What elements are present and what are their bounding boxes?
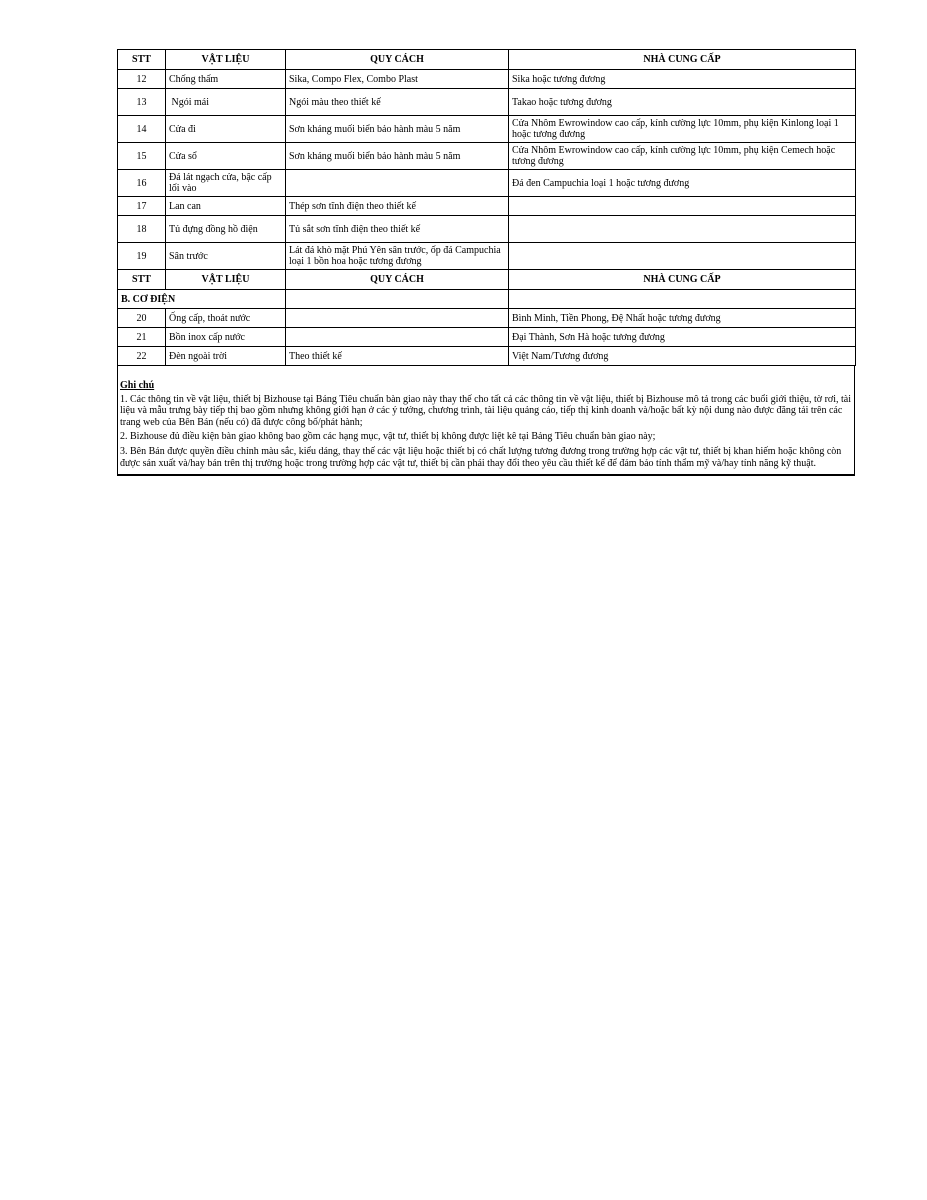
row-stt: 14: [118, 116, 166, 143]
header-material: VẬT LIỆU: [166, 270, 286, 290]
row-stt: 16: [118, 170, 166, 197]
row-spec: [286, 170, 509, 197]
row-material: Ống cấp, thoát nước: [166, 309, 286, 328]
header-material: VẬT LIỆU: [166, 50, 286, 70]
row-stt: 19: [118, 243, 166, 270]
header-spec: QUY CÁCH: [286, 270, 509, 290]
row-supplier: Bình Minh, Tiền Phong, Đệ Nhất hoặc tương đương: [509, 309, 856, 328]
row-supplier: Đá đen Campuchia loại 1 hoặc tương đương: [509, 170, 856, 197]
table-row: [118, 197, 856, 216]
header-supplier: NHÀ CUNG CẤP: [509, 50, 856, 70]
table-row: [118, 243, 856, 270]
spec-table: [117, 49, 856, 366]
row-material: Chống thấm: [166, 70, 286, 89]
table-row: [118, 309, 856, 328]
section-row: [118, 290, 856, 309]
row-spec: [286, 309, 509, 328]
row-material: Sân trước: [166, 243, 286, 270]
row-spec: Sika, Compo Flex, Combo Plast: [286, 70, 509, 89]
row-material: Lan can: [166, 197, 286, 216]
row-stt: 13: [118, 89, 166, 116]
row-stt: 20: [118, 309, 166, 328]
row-supplier: [509, 216, 856, 243]
note-item: 2. Bizhouse đủ điều kiện bàn giao không bao gồm các hạng mục, vật tư, thiết bị không được liệt kê tại Bảng Tiêu chuẩn bàn giao này;: [120, 431, 656, 443]
row-spec: Sơn kháng muối biển bảo hành màu 5 năm: [286, 143, 509, 170]
table-header-row-repeat: [118, 270, 856, 290]
table-row: [118, 116, 856, 143]
row-material: Tủ đựng đồng hồ điện: [166, 216, 286, 243]
row-spec: Theo thiết kế: [286, 347, 509, 366]
table-row: [118, 89, 856, 116]
row-supplier: Cửa Nhôm Ewrowindow cao cấp, kính cường lực 10mm, phụ kiện Cemech hoặc tương đương: [509, 143, 856, 170]
header-spec: QUY CÁCH: [286, 50, 509, 70]
table-row: [118, 143, 856, 170]
row-material: Cửa đi: [166, 116, 286, 143]
row-supplier: [509, 243, 856, 270]
row-material: Ngói mái: [166, 89, 286, 116]
section-title: B. CƠ ĐIỆN: [118, 290, 286, 309]
header-stt: STT: [118, 50, 166, 70]
table-header-row: [118, 50, 856, 70]
row-spec: Thép sơn tĩnh điện theo thiết kế: [286, 197, 509, 216]
row-supplier: Đại Thành, Sơn Hà hoặc tương đương: [509, 328, 856, 347]
note-item: 1. Các thông tin về vật liệu, thiết bị Bizhouse tại Bảng Tiêu chuẩn bàn giao này thay thế cho tất cả các thông tin về vật liệu, thiết bị Bizhouse mô tả trong các buổi giới thiệu, tờ rơi, tài liệu và mẫu trưng bày tiếp thị bao gồm nhưng không giới hạn ở các ý tưởng, chương trình, tài liệu quảng cáo, tiếp thị kinh doanh và/hoặc bất kỳ nội dung nào được đăng tải trên các trang web của Bên Bán (nếu có) đã được công bố/phát hành;: [120, 393, 851, 428]
header-supplier: NHÀ CUNG CẤP: [509, 270, 856, 290]
row-spec: Ngói màu theo thiết kế: [286, 89, 509, 116]
row-supplier: Cửa Nhôm Ewrowindow cao cấp, kính cường lực 10mm, phụ kiện Kinlong loại 1 hoặc tương đương: [509, 116, 856, 143]
row-supplier: [509, 197, 856, 216]
row-material: Đèn ngoài trời: [166, 347, 286, 366]
notes-block: [117, 366, 855, 476]
row-spec: [286, 328, 509, 347]
row-stt: 17: [118, 197, 166, 216]
section-empty-cell: [286, 290, 509, 309]
table-row: [118, 216, 856, 243]
row-supplier: Sika hoặc tương đương: [509, 70, 856, 89]
table-row: [118, 170, 856, 197]
row-stt: 12: [118, 70, 166, 89]
header-stt: STT: [118, 270, 166, 290]
row-spec: Sơn kháng muối biển bảo hành màu 5 năm: [286, 116, 509, 143]
row-stt: 18: [118, 216, 166, 243]
section-empty-cell: [509, 290, 856, 309]
note-item: 3. Bên Bán được quyền điều chỉnh màu sắc, kiểu dáng, thay thế các vật liệu hoặc thiết bị có chất lượng tương đương trong trường hợp các vật tư, thiết bị khan hiếm hoặc không còn được sản xuất và/hay bán trên thị trường hoặc trong trường hợp các vật tư, thiết bị cần phải thay đổi theo yêu cầu thiết kế để đảm bảo tính thẩm mỹ và/hay tính năng kỹ thuật.: [120, 445, 842, 469]
row-spec: Lát đá khò mặt Phú Yên sân trước, ốp đá Campuchia loại 1 bồn hoa hoặc tương đương: [286, 243, 509, 270]
row-supplier: Việt Nam/Tương đương: [509, 347, 856, 366]
table-row: [118, 328, 856, 347]
row-stt: 22: [118, 347, 166, 366]
notes-title: Ghi chú: [120, 380, 155, 391]
row-material: Bồn inox cấp nước: [166, 328, 286, 347]
row-stt: 15: [118, 143, 166, 170]
row-spec: Tủ sắt sơn tĩnh điện theo thiết kế: [286, 216, 509, 243]
row-stt: 21: [118, 328, 166, 347]
row-supplier: Takao hoặc tương đương: [509, 89, 856, 116]
table-row: [118, 347, 856, 366]
table-row: [118, 70, 856, 89]
spec-sheet: [117, 49, 855, 476]
row-material: Đá lát ngạch cửa, bậc cấp lối vào: [166, 170, 286, 197]
row-material: Cửa sổ: [166, 143, 286, 170]
